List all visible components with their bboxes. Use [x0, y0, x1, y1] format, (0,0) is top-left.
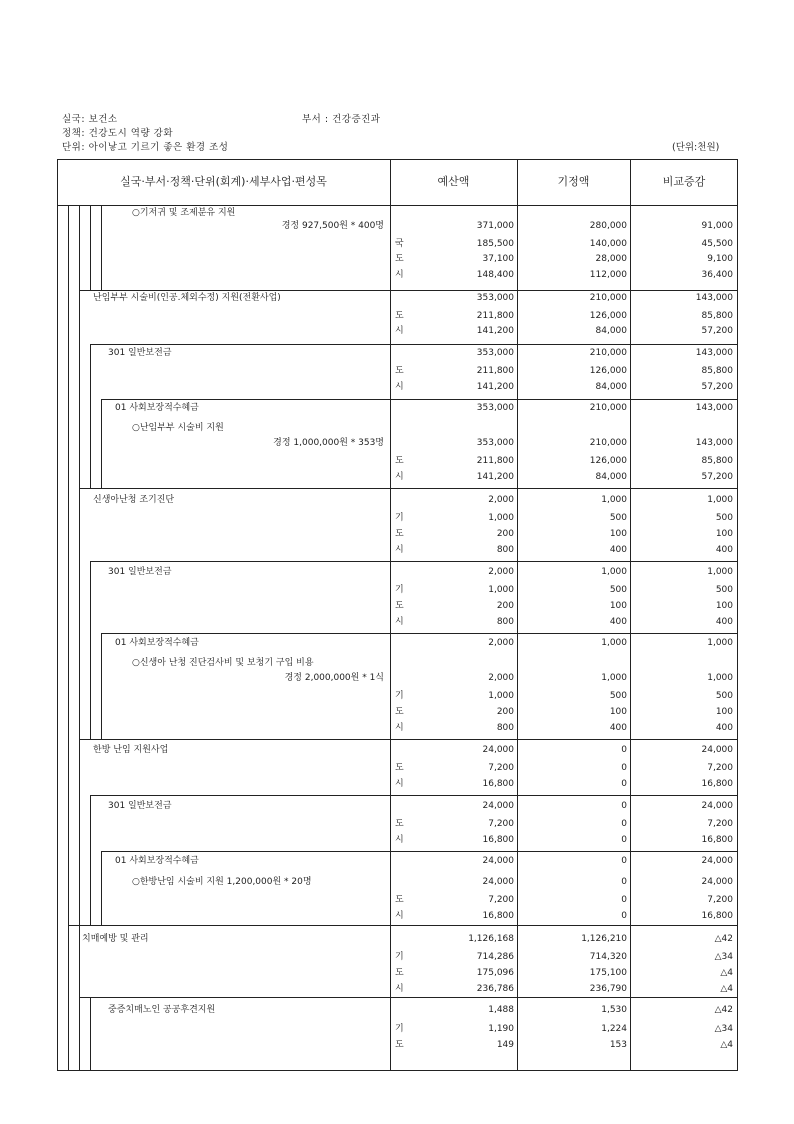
office-label: 실국: 보건소	[62, 114, 118, 125]
budget-value: 1,488	[488, 1005, 514, 1015]
prior-value: 0	[621, 779, 627, 789]
prior-value: 0	[621, 835, 627, 845]
funding-source: 시	[395, 835, 404, 845]
diff-value: △42	[714, 934, 733, 944]
budget-value: 236,786	[476, 984, 514, 994]
prior-value: 0	[621, 745, 627, 755]
col-sep-1	[390, 159, 391, 1071]
prior-value: 1,000	[601, 495, 627, 505]
diff-value: △4	[720, 968, 733, 978]
budget-value: 141,200	[476, 472, 514, 482]
budget-value: 37,100	[482, 254, 514, 264]
budget-value: 800	[496, 545, 514, 555]
prior-value: 112,000	[589, 270, 627, 280]
budget-value: 800	[496, 617, 514, 627]
budget-value: 211,800	[476, 366, 514, 376]
prior-value: 140,000	[589, 239, 627, 249]
diff-value: 57,200	[701, 382, 733, 392]
budget-value: 1,126,168	[468, 934, 514, 944]
diff-value: 57,200	[701, 472, 733, 482]
diff-value: 7,200	[707, 895, 733, 905]
prior-value: 1,224	[601, 1024, 627, 1034]
prior-value: 1,126,210	[581, 934, 627, 944]
col-header-category: 실국·부서·정책·단위(회계)·세부사업·편성목	[120, 175, 327, 188]
row-label: 경정 2,000,000원 * 1식	[284, 673, 384, 683]
budget-value: 353,000	[476, 348, 514, 358]
budget-value: 200	[496, 529, 514, 539]
prior-value: 84,000	[595, 382, 627, 392]
row-label: 신생아난청 조기진단	[93, 495, 175, 505]
row-label: 치매예방 및 관리	[82, 934, 149, 944]
diff-value: 24,000	[701, 856, 733, 866]
budget-value: 1,000	[488, 585, 514, 595]
diff-value: 1,000	[707, 495, 733, 505]
row-label: 난임부부 시술비(인공.체외수정) 지원(전환사업)	[93, 293, 281, 303]
row-label: 경정 927,500원 * 400명	[281, 221, 384, 231]
budget-value: 2,000	[488, 673, 514, 683]
indent-line-4c	[101, 634, 102, 739]
diff-value: 16,800	[701, 835, 733, 845]
row-label: ○한방난임 시술비 지원 1,200,000원 * 20명	[132, 877, 312, 887]
budget-value: 16,800	[482, 911, 514, 921]
diff-value: 24,000	[701, 745, 733, 755]
diff-value: 143,000	[695, 403, 733, 413]
prior-value: 100	[609, 601, 627, 611]
funding-source: 시	[395, 382, 404, 392]
diff-value: 1,000	[707, 638, 733, 648]
group-sep	[101, 633, 738, 634]
diff-value: △34	[714, 1024, 733, 1034]
diff-value: 85,800	[701, 366, 733, 376]
funding-source: 기	[395, 513, 404, 523]
diff-value: 16,800	[701, 779, 733, 789]
col-header-budget: 예산액	[437, 175, 470, 188]
funding-source: 시	[395, 723, 404, 733]
group-sep	[90, 561, 738, 562]
prior-value: 1,000	[601, 673, 627, 683]
funding-source: 시	[395, 472, 404, 482]
diff-value: 400	[715, 545, 733, 555]
group-sep	[79, 290, 738, 291]
prior-value: 400	[609, 545, 627, 555]
budget-value: 7,200	[488, 763, 514, 773]
funding-source: 도	[395, 366, 404, 376]
funding-source: 시	[395, 326, 404, 336]
diff-value: 400	[715, 617, 733, 627]
diff-value: △4	[720, 984, 733, 994]
funding-source: 도	[395, 601, 404, 611]
budget-value: 185,500	[476, 239, 514, 249]
budget-value: 7,200	[488, 895, 514, 905]
row-label: 중증치매노인 공공후견지원	[108, 1005, 216, 1015]
prior-value: 84,000	[595, 326, 627, 336]
budget-value: 24,000	[482, 856, 514, 866]
diff-value: 91,000	[701, 221, 733, 231]
prior-value: 100	[609, 707, 627, 717]
diff-value: 7,200	[707, 819, 733, 829]
prior-value: 126,000	[589, 311, 627, 321]
prior-value: 28,000	[595, 254, 627, 264]
budget-value: 200	[496, 707, 514, 717]
budget-value: 149	[496, 1040, 514, 1050]
funding-source: 도	[395, 707, 404, 717]
funding-source: 도	[395, 968, 404, 978]
indent-line-3d	[90, 796, 91, 925]
department-label: 부서 : 건강증진과	[302, 114, 381, 125]
indent-line-2	[79, 206, 80, 1071]
group-sep	[68, 925, 738, 926]
diff-value: 9,100	[707, 254, 733, 264]
funding-source: 국	[395, 239, 404, 249]
row-label: ○기저귀 및 조제분유 지원	[132, 208, 236, 218]
prior-value: 210,000	[589, 348, 627, 358]
funding-source: 시	[395, 270, 404, 280]
prior-value: 1,000	[601, 567, 627, 577]
budget-value: 24,000	[482, 801, 514, 811]
prior-value: 0	[621, 877, 627, 887]
prior-value: 126,000	[589, 366, 627, 376]
unit-label: 단위: 아이낳고 기르기 좋은 환경 조성	[62, 142, 229, 153]
funding-source: 도	[395, 254, 404, 264]
diff-value: 1,000	[707, 567, 733, 577]
prior-value: 153	[609, 1040, 627, 1050]
col-header-prior: 기정액	[557, 175, 590, 188]
budget-value: 211,800	[476, 456, 514, 466]
funding-source: 도	[395, 529, 404, 539]
diff-value: 16,800	[701, 911, 733, 921]
budget-value: 353,000	[476, 438, 514, 448]
diff-value: △42	[714, 1005, 733, 1015]
budget-value: 16,800	[482, 835, 514, 845]
funding-source: 도	[395, 895, 404, 905]
indent-line-3c	[90, 562, 91, 739]
prior-value: 0	[621, 911, 627, 921]
funding-source: 시	[395, 984, 404, 994]
budget-value: 211,800	[476, 311, 514, 321]
row-label: ○신생아 난청 진단검사비 및 보청기 구입 비용	[132, 658, 314, 668]
funding-source: 도	[395, 1040, 404, 1050]
funding-source: 도	[395, 819, 404, 829]
diff-value: 100	[715, 529, 733, 539]
budget-value: 175,096	[476, 968, 514, 978]
budget-value: 353,000	[476, 403, 514, 413]
budget-value: 1,000	[488, 691, 514, 701]
diff-value: 57,200	[701, 326, 733, 336]
budget-value: 1,000	[488, 513, 514, 523]
currency-unit: (단위:천원)	[672, 142, 720, 153]
diff-value: 36,400	[701, 270, 733, 280]
diff-value: 500	[715, 585, 733, 595]
indent-line-3e	[90, 998, 91, 1071]
row-label: 301 일반보전금	[108, 348, 172, 358]
row-label: 301 일반보전금	[108, 801, 172, 811]
funding-source: 시	[395, 911, 404, 921]
diff-value: 143,000	[695, 293, 733, 303]
diff-value: △4	[720, 1040, 733, 1050]
funding-source: 기	[395, 952, 404, 962]
diff-value: 500	[715, 691, 733, 701]
budget-value: 800	[496, 723, 514, 733]
group-sep	[101, 851, 738, 852]
prior-value: 1,000	[601, 638, 627, 648]
policy-label: 정책: 건강도시 역량 강화	[62, 128, 174, 139]
budget-value: 24,000	[482, 745, 514, 755]
group-sep	[90, 795, 738, 796]
prior-value: 210,000	[589, 293, 627, 303]
diff-value: 400	[715, 723, 733, 733]
budget-value: 141,200	[476, 382, 514, 392]
prior-value: 236,790	[589, 984, 627, 994]
row-label: 301 일반보전금	[108, 567, 172, 577]
budget-value: 2,000	[488, 567, 514, 577]
diff-value: 100	[715, 707, 733, 717]
budget-value: 200	[496, 601, 514, 611]
prior-value: 500	[609, 585, 627, 595]
diff-value: 7,200	[707, 763, 733, 773]
diff-value: 100	[715, 601, 733, 611]
diff-value: △34	[714, 952, 733, 962]
prior-value: 400	[609, 617, 627, 627]
prior-value: 400	[609, 723, 627, 733]
diff-value: 85,800	[701, 456, 733, 466]
budget-value: 353,000	[476, 293, 514, 303]
budget-value: 16,800	[482, 779, 514, 789]
group-sep	[90, 344, 738, 345]
col-header-diff: 비교증감	[662, 175, 706, 188]
row-label: 01 사회보장적수혜금	[115, 403, 199, 413]
prior-value: 280,000	[589, 221, 627, 231]
prior-value: 714,320	[589, 952, 627, 962]
prior-value: 0	[621, 819, 627, 829]
budget-value: 371,000	[476, 221, 514, 231]
budget-value: 2,000	[488, 495, 514, 505]
budget-value: 714,286	[476, 952, 514, 962]
prior-value: 0	[621, 895, 627, 905]
prior-value: 175,100	[589, 968, 627, 978]
funding-source: 시	[395, 545, 404, 555]
row-label: 경정 1,000,000원 * 353명	[273, 438, 384, 448]
budget-value: 24,000	[482, 877, 514, 887]
funding-source: 기	[395, 1024, 404, 1034]
group-sep	[79, 488, 738, 489]
prior-value: 0	[621, 801, 627, 811]
funding-source: 기	[395, 691, 404, 701]
funding-source: 시	[395, 617, 404, 627]
diff-value: 143,000	[695, 438, 733, 448]
indent-line-4d	[101, 852, 102, 925]
prior-value: 210,000	[589, 438, 627, 448]
indent-line-3b	[90, 345, 91, 488]
budget-value: 7,200	[488, 819, 514, 829]
prior-value: 84,000	[595, 472, 627, 482]
diff-value: 143,000	[695, 348, 733, 358]
funding-source: 도	[395, 456, 404, 466]
funding-source: 도	[395, 311, 404, 321]
prior-value: 500	[609, 513, 627, 523]
diff-value: 24,000	[701, 801, 733, 811]
indent-line-4a	[101, 206, 102, 291]
row-label: ○난임부부 시술비 지원	[132, 423, 224, 433]
funding-source: 시	[395, 779, 404, 789]
header-divider	[57, 205, 738, 206]
diff-value: 24,000	[701, 877, 733, 887]
prior-value: 0	[621, 856, 627, 866]
group-sep	[79, 997, 738, 998]
prior-value: 1,530	[601, 1005, 627, 1015]
col-sep-2	[517, 159, 518, 1071]
prior-value: 100	[609, 529, 627, 539]
diff-value: 1,000	[707, 673, 733, 683]
diff-value: 45,500	[701, 239, 733, 249]
indent-line-3a	[90, 206, 91, 291]
group-sep	[79, 739, 738, 740]
funding-source: 도	[395, 763, 404, 773]
budget-value: 141,200	[476, 326, 514, 336]
prior-value: 210,000	[589, 403, 627, 413]
prior-value: 500	[609, 691, 627, 701]
budget-value: 148,400	[476, 270, 514, 280]
group-sep	[101, 399, 738, 400]
col-sep-3	[630, 159, 631, 1071]
diff-value: 85,800	[701, 311, 733, 321]
row-label: 01 사회보장적수혜금	[115, 856, 199, 866]
row-label: 한방 난임 지원사업	[93, 745, 169, 755]
diff-value: 500	[715, 513, 733, 523]
budget-value: 2,000	[488, 638, 514, 648]
indent-line-1	[68, 206, 69, 1071]
prior-value: 126,000	[589, 456, 627, 466]
funding-source: 기	[395, 585, 404, 595]
row-label: 01 사회보장적수혜금	[115, 638, 199, 648]
prior-value: 0	[621, 763, 627, 773]
budget-value: 1,190	[488, 1024, 514, 1034]
indent-line-4b	[101, 400, 102, 488]
